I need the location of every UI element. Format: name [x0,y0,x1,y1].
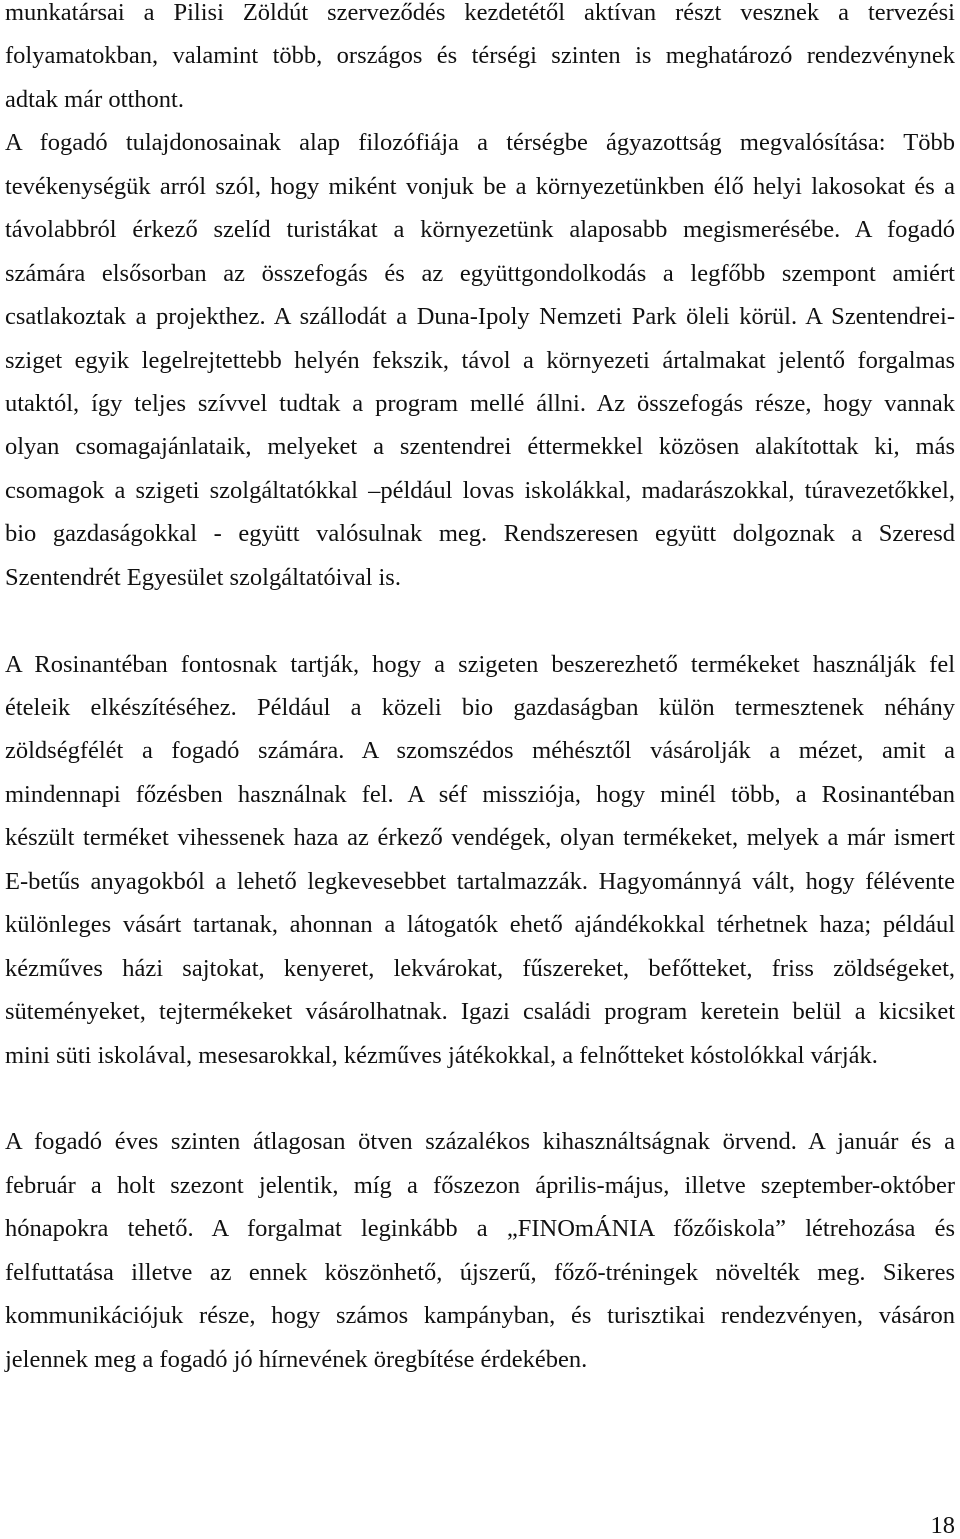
text-line: csatlakoztak a projekthez. A szállodát a Duna-Ipoly Nemzeti Park öleli körül. A Szentendrei- [5,303,955,331]
text-line: február a holt szezont jelentik, míg a főszezon április-május, illetve szeptember-október [5,1171,955,1199]
paragraph [5,643,955,1077]
paragraph [5,1120,955,1381]
text-line: ételeik elkészítéséhez. Például a közeli bio gazdaságban külön termesztenek néhány [5,694,955,721]
text-line: számára elsősorban az összefogás és az együttgondolkodás a legfőbb szempont amiért [5,259,955,287]
text-line: csomagok a szigeti szolgáltatókkal –például lovas iskolákkal, madarászokkal, túravezetőkkel, [5,476,955,504]
text-line: utaktól, így teljes szívvel tudtak a program mellé állni. Az összefogás része, hogy vannak [5,389,955,417]
text-line: munkatársai a Pilisi Zöldút szerveződés kezdetétől aktívan részt vesznek a tervezési [5,0,955,26]
text-line: hónapokra tehető. A forgalmat leginkább a „FINOmÁNIA főzőiskola” létrehozása és [5,1215,955,1243]
text-line: folyamatokban, valamint több, országos és térségi szinten is meghatározó rendezvénynek [5,42,955,70]
text-line: mindennapi főzésben használnak fel. A séf missziója, hogy minél több, a Rosinantéban [5,780,955,808]
text-line: E-betűs anyagokból a lehető legkevesebbet tartalmazzák. Hagyománnyá vált, hogy félévente [5,867,955,895]
text-line: A fogadó tulajdonosainak alap filozófiája a térségbe ágyazottság megvalósítása: Több [5,129,955,157]
text-line: adtak már otthont. [5,85,184,113]
text-line: süteményeket, tejtermékeket vásárolhatnak. Igazi családi program keretein belül a kicsiket [5,998,955,1026]
text-line: sziget egyik legelrejtettebb helyén fekszik, távol a környezeti ártalmakat jelentő forgalmas [5,346,955,374]
text-line: távolabbról érkező szelíd turistákat a környezetünk alaposabb megismerésébe. A fogadó [5,216,955,244]
document-body [5,0,955,1424]
text-line: kézműves házi sajtokat, kenyeret, lekvárokat, fűszereket, befőtteket, friss zöldségeket, [5,954,955,982]
text-line: tevékenységük arról szól, hogy miként vonjuk be a környezetünkben élő helyi lakosokat és a [5,172,955,200]
text-line: Szentendrét Egyesület szolgáltatóival is. [5,563,401,591]
text-line: bio gazdaságokkal - együtt valósulnak meg. Rendszeresen együtt dolgoznak a Szeresd [5,520,955,548]
text-line: kommunikációjuk része, hogy számos kampányban, és turisztikai rendezvényen, vásáron [5,1302,955,1330]
text-line: mini süti iskolával, mesesarokkal, kézműves játékokkal, a felnőtteket kóstolókkal várják. [5,1041,878,1069]
text-line: különleges vásárt tartanak, ahonnan a látogatók ehető ajándékokkal térhetnek haza; például [5,911,955,939]
text-line: olyan csomagajánlataik, melyeket a szentendrei éttermekkel közösen alakítottak ki, más [5,433,955,461]
text-line: jelennek meg a fogadó jó hírnevének öregbítése érdekében. [5,1345,588,1373]
text-line: zöldségfélét a fogadó számára. A szomszédos méhésztől vásárolják a mézet, amit a [5,737,955,765]
text-line: A Rosinantéban fontosnak tartják, hogy a szigeten beszerezhető termékeket használják fel [5,650,955,678]
text-line: A fogadó éves szinten átlagosan ötven százalékos kihasználtságnak örvend. A január és a [5,1128,955,1156]
page-number: 18 [930,1512,955,1539]
paragraph [5,0,955,599]
text-line: készült terméket vihessenek haza az érkező vendégek, olyan termékeket, melyek a már ismert [5,824,955,852]
text-line: felfuttatása illetve az ennek köszönhető, újszerű, főző-tréningek növelték meg. Sikeres [5,1258,955,1286]
